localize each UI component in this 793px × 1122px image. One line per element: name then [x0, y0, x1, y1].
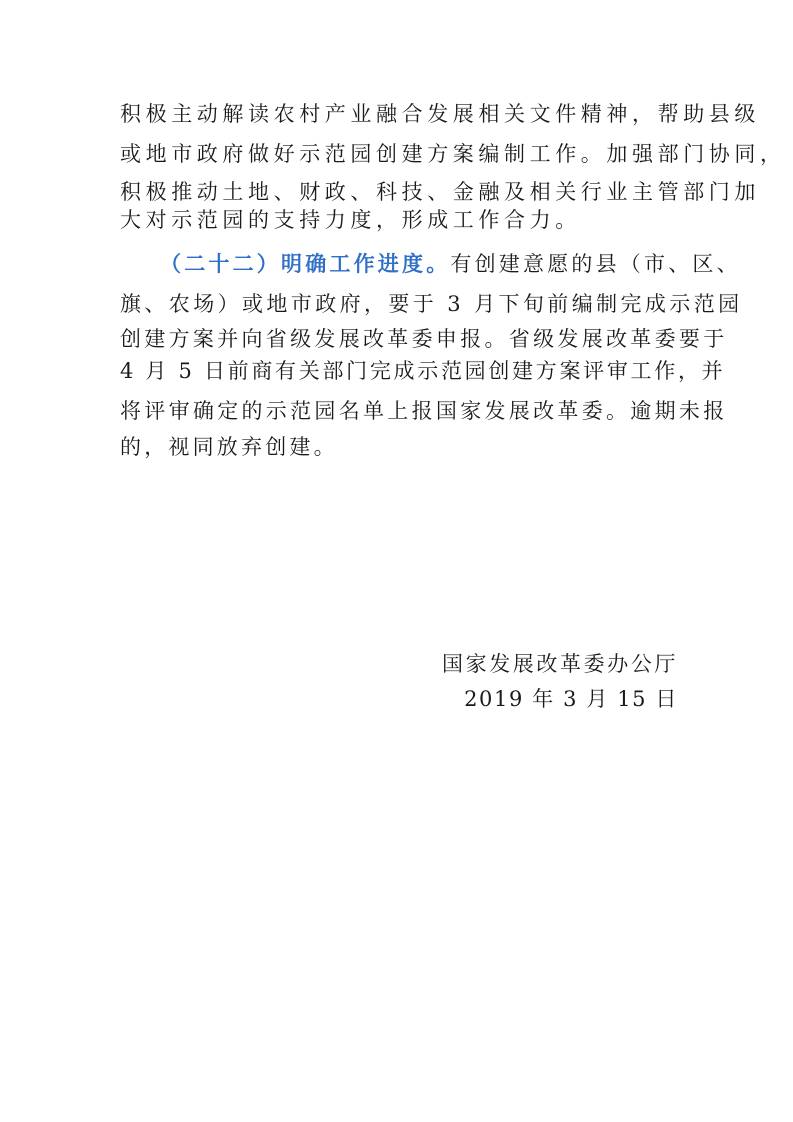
- signature-organization: 国家发展改革委办公厅: [442, 652, 678, 676]
- section-22-line-5: 将评审确定的示范园名单上报国家发展改革委。逾期未报: [120, 399, 728, 423]
- section-22-first-line-text: 有创建意愿的县（市、区、: [450, 252, 741, 276]
- section-22-line-6: 的，视同放弃创建。: [120, 435, 338, 459]
- section-22-first-line: [160, 250, 741, 278]
- paragraph-line-3: 积极推动土地、财政、科技、金融及相关行业主管部门加: [120, 180, 760, 204]
- section-22-line-4: 4 月 5 日前商有关部门完成示范园创建方案评审工作，并: [120, 359, 726, 383]
- paragraph-line-2: 或地市政府做好示范园创建方案编制工作。加强部门协同，: [120, 142, 786, 166]
- section-22-line-2: 旗、农场）或地市政府，要于 3 月下旬前编制完成示范园: [120, 292, 743, 316]
- signature-date: 2019 年 3 月 15 日: [464, 687, 678, 711]
- section-22-line-3: 创建方案并向省级发展改革委申报。省级发展改革委要于: [120, 327, 728, 351]
- section-22-heading: （二十二）明确工作进度。: [160, 251, 451, 276]
- paragraph-line-1: 积极主动解读农村产业融合发展相关文件精神，帮助县级: [120, 102, 760, 126]
- paragraph-line-4: 大对示范园的支持力度，形成工作合力。: [120, 208, 581, 232]
